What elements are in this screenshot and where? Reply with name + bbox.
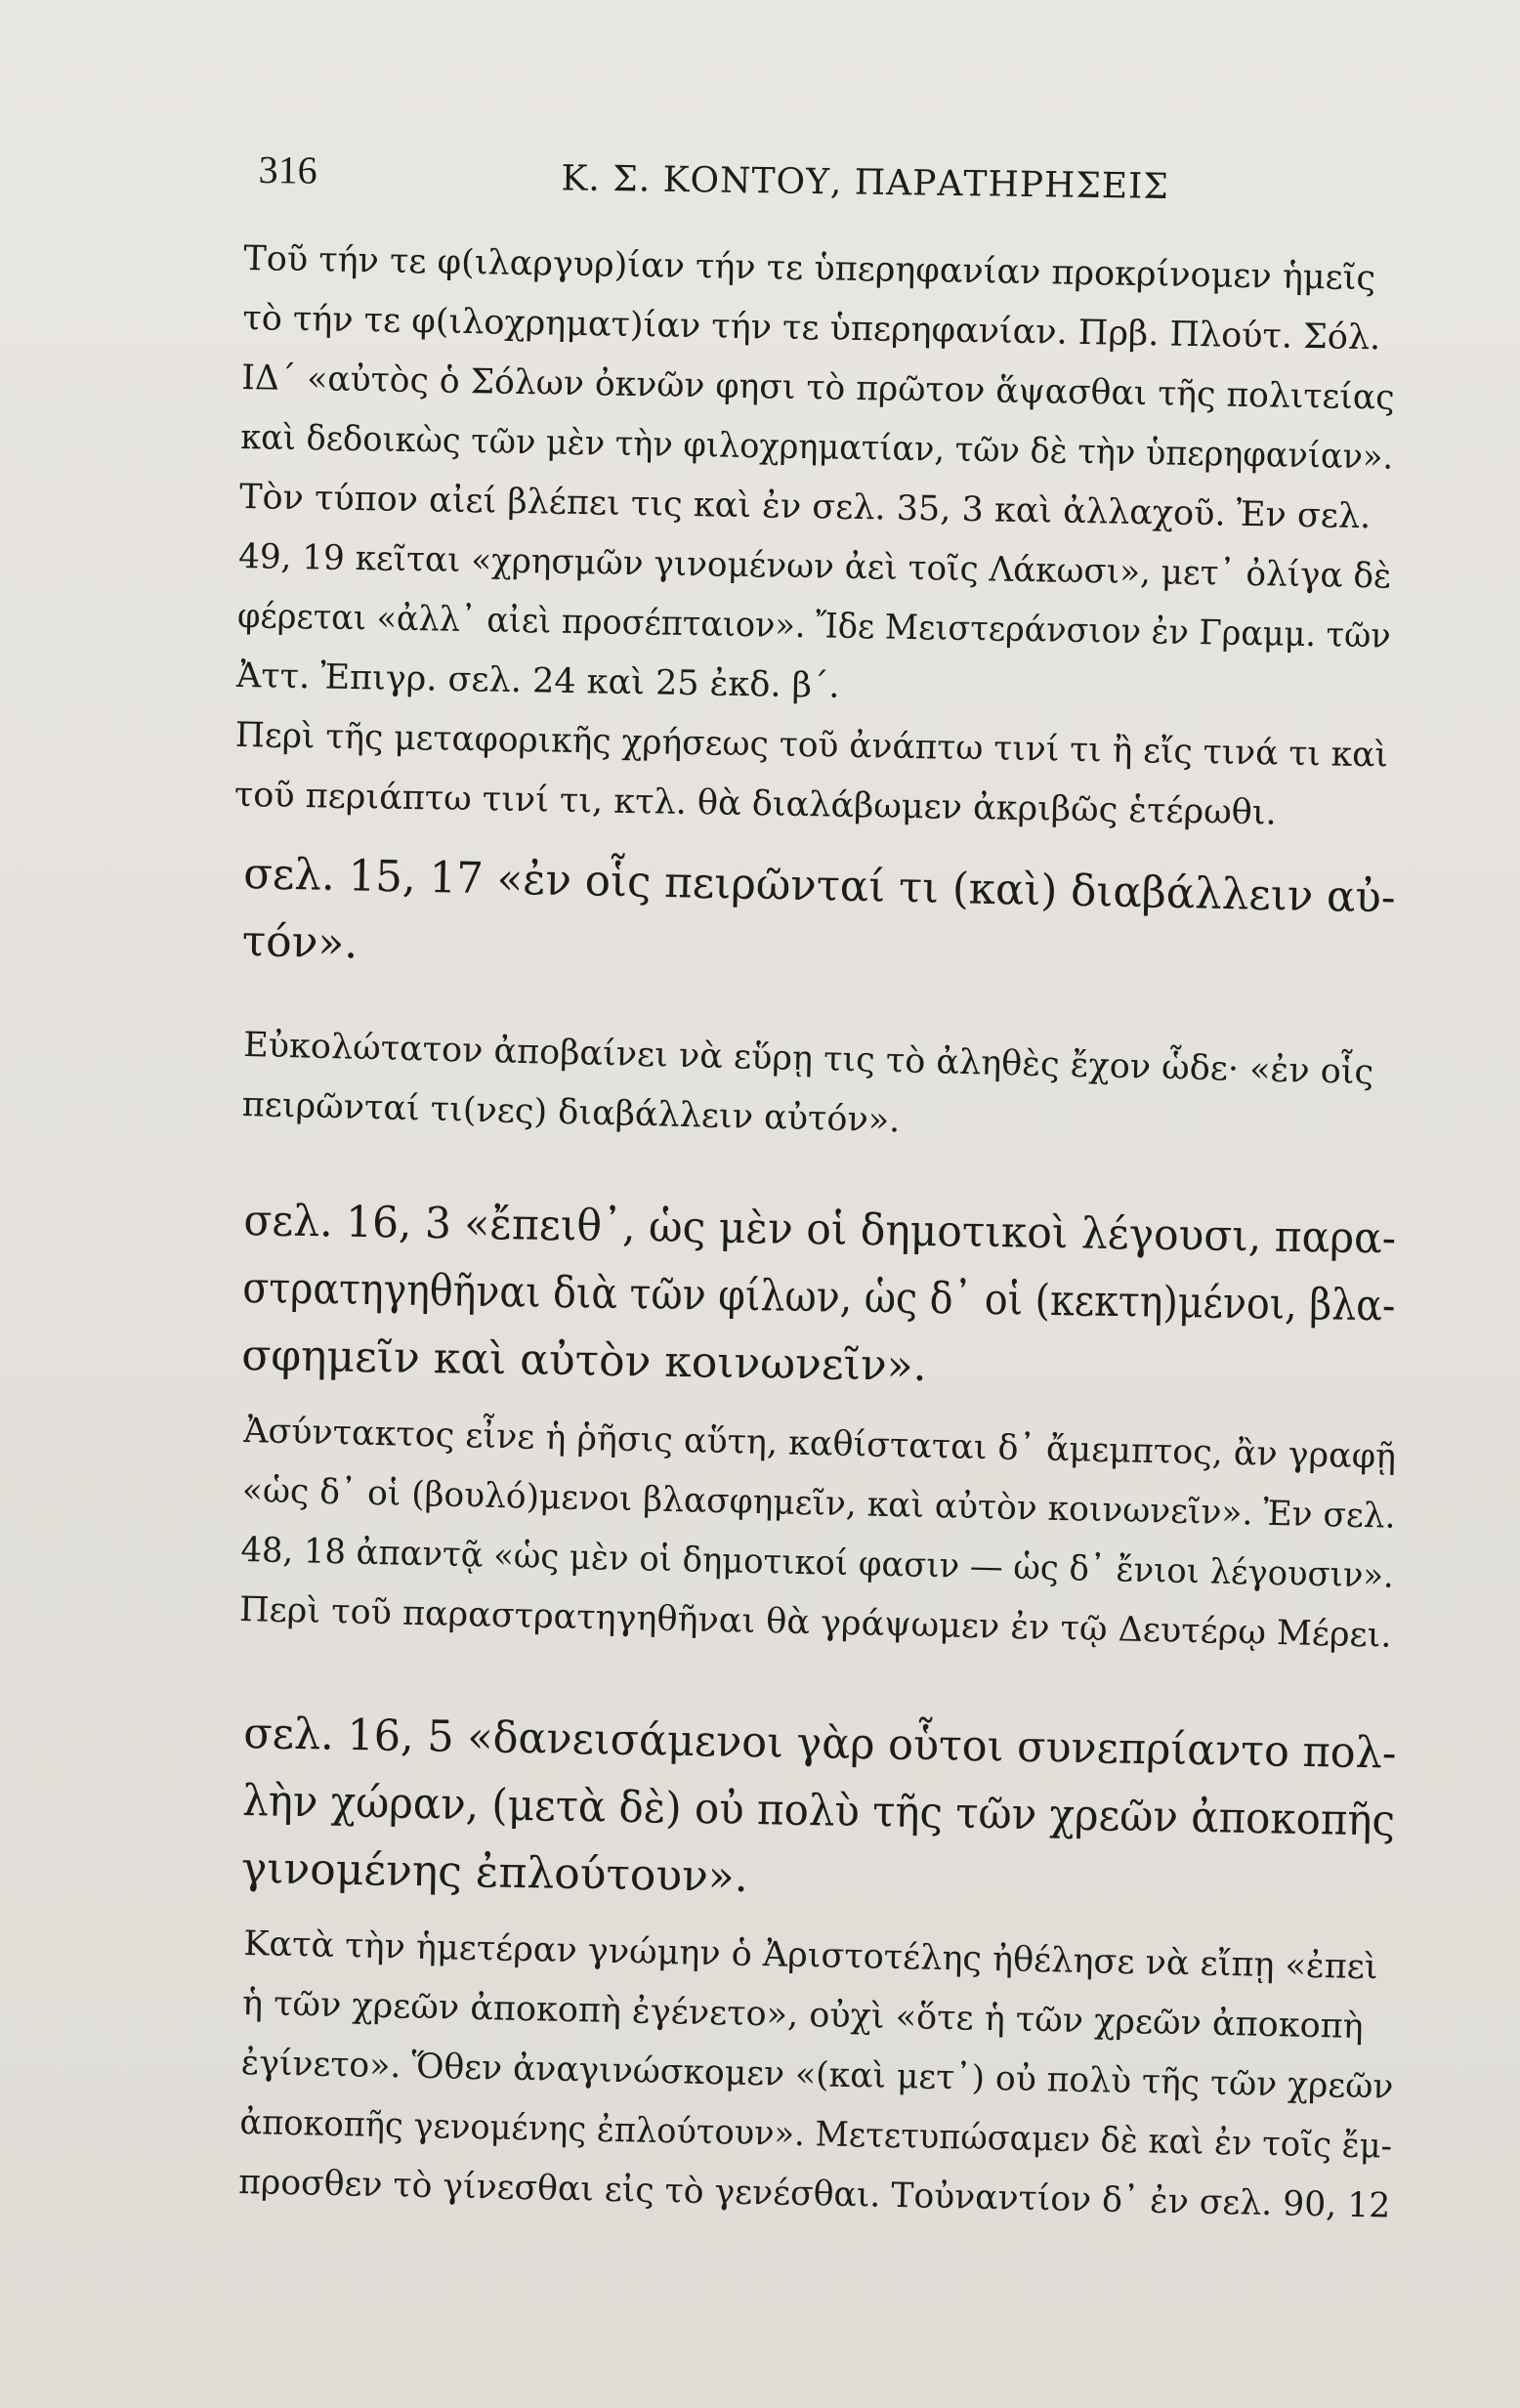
text-line: «ὡς δ᾽ οἱ (βουλό)μενοι βλασφημεῖν, καὶ αὐτὸν κοινωνεῖν». Ἐν σελ. [241, 1470, 1397, 1537]
text-line: Τὸν τύπον αἰεί βλέπει τις καὶ ἐν σελ. 35, 3 καὶ ἀλλαχοῦ. Ἐν σελ. [238, 477, 1372, 537]
text-line: Ἀττ. Ἐπιγρ. σελ. 24 καὶ 25 ἐκδ. β΄. [235, 655, 840, 706]
page-header [258, 147, 1333, 230]
page-number: 316 [258, 147, 317, 192]
text-line: καὶ δεδοικὼς τῶν μὲν τὴν φιλοχρηματίαν, τῶν δὲ τὴν ὑπερηφανίαν». [239, 417, 1394, 478]
quotation-16-5 [240, 1700, 1396, 1922]
commentary-paragraph-4 [238, 1915, 1397, 2237]
text-line: 49, 19 κεῖται «χρησμῶν γινομένων ἀεὶ τοῖς Λάκωσι», μετ᾽ ὀλίγα δὲ [237, 536, 1392, 597]
text-line: σελ. 15, 17 «ἐν οἷς πειρῶνταί τι (καὶ) διαβάλλειν αὐ- [242, 848, 1397, 923]
commentary-paragraph-3 [238, 1402, 1396, 1667]
text-line: σελ. 16, 5 «δανεισάμενοι γὰρ οὗτοι συνεπρίαντο πολ- [242, 1708, 1397, 1779]
text-line: Εὐκολώτατον ἀποβαίνει νὰ εὕρῃ τις τὸ ἀληθὲς ἔχον ὧδε· «ἐν οἷς [242, 1025, 1374, 1093]
text-line: τοῦ περιάπτω τινί τι, κτλ. θὰ διαλάβωμεν ἀκριβῶς ἑτέρωθι. [233, 775, 1278, 833]
text-line: 48, 18 ἀπαντᾷ «ὡς μὲν οἱ δημοτικοί φασιν — ὡς δ᾽ ἔνιοι λέγουσιν». [240, 1530, 1395, 1596]
quotation-16-3 [241, 1187, 1397, 1408]
text-line: ΙΔ΄ «αὐτὸς ὁ Σόλων ὀκνῶν φησι τὸ πρῶτον ἅψασθαι τῆς πολιτείας [240, 358, 1395, 418]
text-line: Περὶ τῆς μεταφορικῆς χρήσεως τοῦ ἀνάπτω τινί τι ἢ εἴς τινά τι καὶ [234, 715, 1389, 776]
text-line: προσθεν τὸ γίνεσθαι εἰς τὸ γενέσθαι. Τοὐναντίον δ᾽ ἐν σελ. 90, 12 [237, 2162, 1391, 2226]
text-line: φέρεται «ἀλλ᾽ αἰεὶ προσέπταιον». Ἴδε Μειστεράνσιον ἐν Γραμμ. τῶν [236, 596, 1391, 656]
text-line: στρατηγηθῆναι διὰ τῶν φίλων, ὡς δ᾽ οἱ (κεκτη)μένοι, βλα- [241, 1262, 1396, 1331]
commentary-paragraph-2 [241, 1016, 1397, 1163]
text-line: Περὶ τοῦ παραστρατηγηθῆναι θὰ γράψωμεν ἐν τῷ Δευτέρῳ Μέρει. [238, 1589, 1392, 1656]
text-line: γινομένης ἐπλούτουν». [240, 1842, 749, 1903]
text-line: ἐγίνετο». Ὅθεν ἀναγινώσκομεν «(καὶ μετ᾽) οὐ πολὺ τῆς τῶν χρεῶν [240, 2043, 1394, 2107]
text-line: Ἀσύντακτος εἶνε ἡ ῥῆσις αὕτη, καθίσταται δ᾽ ἄμεμπτος, ἂν γραφῇ [242, 1411, 1397, 1477]
text-line: τόν». [241, 915, 359, 969]
commentary-paragraph-1 [233, 230, 1396, 846]
text-line: ἡ τῶν χρεῶν ἀποκοπὴ ἐγένετο», οὐχὶ «ὅτε ἡ τῶν χρεῶν ἀποκοπὴ [241, 1983, 1365, 2048]
quotation-15-17 [241, 840, 1397, 999]
text-line: σφημεῖν καὶ αὐτὸν κοινωνεῖν». [240, 1330, 927, 1391]
text-line: ἀποκοπῆς γενομένης ἐπλούτουν». Μετετυπώσαμεν δὲ καὶ ἐν τοῖς ἔμ- [239, 2102, 1393, 2167]
text-line: λὴν χώραν, (μετὰ δὲ) οὐ πολὺ τῆς τῶν χρεῶν ἀποκοπῆς [241, 1775, 1396, 1846]
text-line: σελ. 16, 3 «ἔπειθ᾽, ὡς μὲν οἱ δημοτικοὶ λέγουσι, παρα- [243, 1195, 1397, 1264]
text-line: Κατὰ τὴν ἡμετέραν γνώμην ὁ Ἀριστοτέλης ἠθέλησε νὰ εἴπῃ «ἐπεὶ [242, 1923, 1378, 1988]
text-line: τὸ τήν τε φ(ιλοχρηματ)ίαν τήν τε ὑπερηφανίαν. Πρβ. Πλούτ. Σόλ. [242, 298, 1381, 359]
text-line: Τοῦ τήν τε φ(ιλαργυρ)ίαν τήν τε ὑπερηφανίαν προκρίνομεν ἡμεῖς [243, 238, 1376, 299]
running-head: Κ. Σ. ΚΟΝΤΟΥ, ΠΑΡΑΤΗΡΗΣΕΙΣ [561, 158, 1170, 208]
text-line: πειρῶνταί τι(νες) διαβάλλειν αὐτόν». [241, 1084, 901, 1141]
